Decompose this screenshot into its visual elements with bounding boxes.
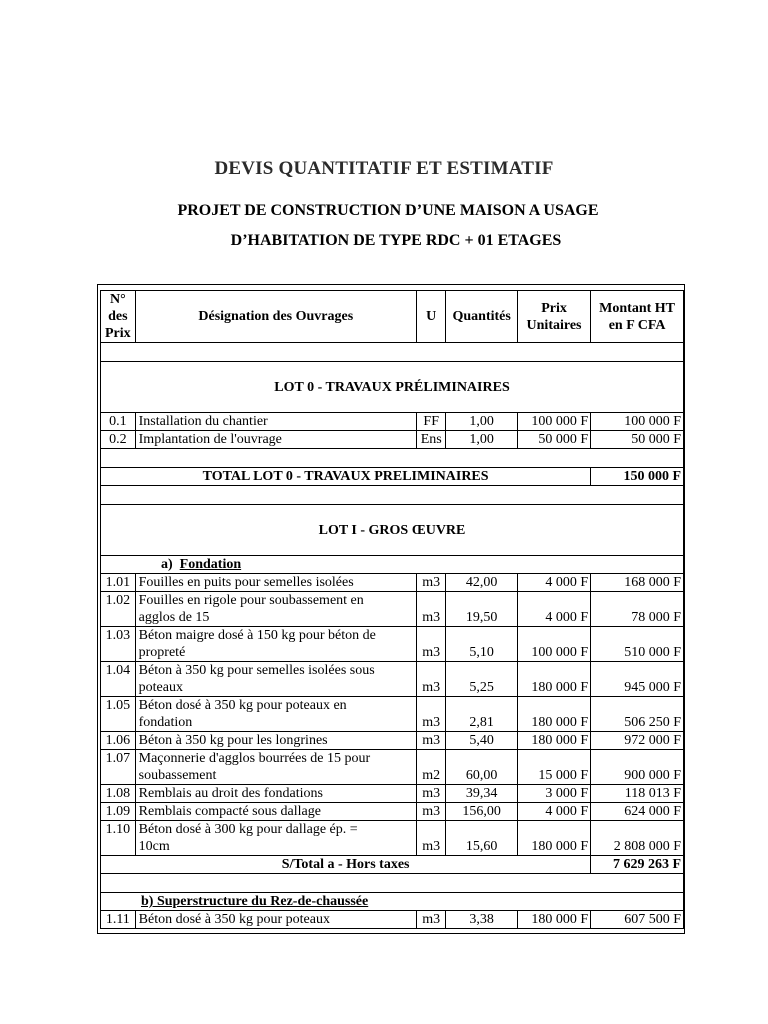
spacer-row xyxy=(101,449,684,468)
row-quantity: 2,81 xyxy=(446,697,517,732)
designation-line: Implantation de l'ouvrage xyxy=(138,432,282,447)
row-amount: 624 000 F xyxy=(591,803,684,821)
row-number: 1.09 xyxy=(101,803,136,821)
row-amount: 100 000 F xyxy=(591,413,684,431)
row-unit: m3 xyxy=(416,803,446,821)
row-number: 1.05 xyxy=(101,697,136,732)
subtotal-a-label: S/Total a - Hors taxes xyxy=(101,856,591,874)
row-quantity: 1,00 xyxy=(446,431,517,449)
table-row xyxy=(101,413,684,431)
header-price: Prix Unitaires xyxy=(517,291,590,343)
row-unit-price: 15 000 F xyxy=(517,750,590,785)
row-amount: 78 000 F xyxy=(591,592,684,627)
designation-line: Béton maigre dosé à 150 kg pour béton de xyxy=(138,628,376,643)
table-row xyxy=(101,803,684,821)
subtotal-a-row xyxy=(101,856,684,874)
row-designation xyxy=(135,431,416,449)
table-row xyxy=(101,911,684,929)
row-unit-price: 4 000 F xyxy=(517,592,590,627)
lot0-total-row xyxy=(101,468,684,486)
row-number: 1.03 xyxy=(101,627,136,662)
subtotal-a-amount: 7 629 263 F xyxy=(591,856,684,874)
row-quantity: 39,34 xyxy=(446,785,517,803)
row-quantity: 60,00 xyxy=(446,750,517,785)
designation-line: Remblais compacté sous dallage xyxy=(138,804,321,819)
row-unit: m3 xyxy=(416,732,446,750)
lot0-total-label: TOTAL LOT 0 - TRAVAUX PRELIMINAIRES xyxy=(101,468,591,486)
row-unit-price: 180 000 F xyxy=(517,697,590,732)
row-unit-price: 4 000 F xyxy=(517,803,590,821)
section-a-title xyxy=(101,556,684,574)
row-number: 1.07 xyxy=(101,750,136,785)
row-unit-price: 180 000 F xyxy=(517,911,590,929)
row-designation xyxy=(135,821,416,856)
designation-line: Béton dosé à 300 kg pour dallage ép. = xyxy=(138,822,358,837)
table-row xyxy=(101,785,684,803)
row-amount: 118 013 F xyxy=(591,785,684,803)
document-title: DEVIS QUANTITATIF ET ESTIMATIF xyxy=(214,158,554,179)
project-subtitle-line1: PROJET DE CONSTRUCTION D’UNE MAISON A USAGE xyxy=(177,202,599,219)
row-amount: 945 000 F xyxy=(591,662,684,697)
lot0-title-row xyxy=(101,362,684,413)
row-amount: 900 000 F xyxy=(591,750,684,785)
row-number: 0.1 xyxy=(101,413,136,431)
row-quantity: 156,00 xyxy=(446,803,517,821)
row-unit-price: 4 000 F xyxy=(517,574,590,592)
row-number: 1.11 xyxy=(101,911,136,929)
row-unit: Ens xyxy=(416,431,446,449)
row-quantity: 42,00 xyxy=(446,574,517,592)
section-a-prefix: a) xyxy=(161,557,180,572)
row-amount: 50 000 F xyxy=(591,431,684,449)
designation-line: Maçonnerie d'agglos bourrées de 15 pour xyxy=(138,751,371,766)
row-number: 1.04 xyxy=(101,662,136,697)
row-unit: m3 xyxy=(416,662,446,697)
header-designation: Désignation des Ouvrages xyxy=(135,291,416,343)
row-unit: m3 xyxy=(416,821,446,856)
table-row xyxy=(101,431,684,449)
designation-line: fondation xyxy=(138,715,193,730)
designation-line: Béton à 350 kg pour semelles isolées sous xyxy=(138,663,375,678)
row-unit: m3 xyxy=(416,574,446,592)
section-b-title xyxy=(101,893,684,911)
designation-line: propreté xyxy=(138,645,186,660)
designation-line: Béton à 350 kg pour les longrines xyxy=(138,733,328,748)
designation-line: Fouilles en rigole pour soubassement en xyxy=(138,593,364,608)
row-unit-price: 180 000 F xyxy=(517,732,590,750)
row-designation xyxy=(135,785,416,803)
row-designation xyxy=(135,662,416,697)
lot0-title: LOT 0 - TRAVAUX PRÉLIMINAIRES xyxy=(101,362,684,413)
table-row xyxy=(101,750,684,785)
row-unit: m3 xyxy=(416,627,446,662)
row-designation xyxy=(135,697,416,732)
spacer-row xyxy=(101,343,684,362)
row-amount: 506 250 F xyxy=(591,697,684,732)
row-quantity: 19,50 xyxy=(446,592,517,627)
row-designation xyxy=(135,627,416,662)
lot0-total-amount: 150 000 F xyxy=(591,468,684,486)
designation-line: Béton dosé à 350 kg pour poteaux xyxy=(138,912,330,927)
designation-line: soubassement xyxy=(138,768,217,783)
header-quantity: Quantités xyxy=(446,291,517,343)
quote-table xyxy=(100,290,684,929)
section-b-row xyxy=(101,893,684,911)
row-unit: FF xyxy=(416,413,446,431)
designation-line: Fouilles en puits pour semelles isolées xyxy=(138,575,354,590)
row-designation xyxy=(135,803,416,821)
row-amount: 2 808 000 F xyxy=(591,821,684,856)
row-unit-price: 3 000 F xyxy=(517,785,590,803)
lot1-title-row xyxy=(101,505,684,556)
section-a-label: Fondation xyxy=(179,557,242,572)
row-unit: m3 xyxy=(416,911,446,929)
designation-line: Remblais au droit des fondations xyxy=(138,786,323,801)
header-num: N° des Prix xyxy=(101,291,136,343)
row-unit: m3 xyxy=(416,785,446,803)
row-unit-price: 180 000 F xyxy=(517,821,590,856)
row-unit-price: 50 000 F xyxy=(517,431,590,449)
row-designation xyxy=(135,592,416,627)
header-amount: Montant HT en F CFA xyxy=(591,291,684,343)
designation-line: poteaux xyxy=(138,680,183,695)
row-designation xyxy=(135,413,416,431)
table-body xyxy=(101,343,684,929)
row-quantity: 5,40 xyxy=(446,732,517,750)
row-number: 1.06 xyxy=(101,732,136,750)
row-unit-price: 100 000 F xyxy=(517,627,590,662)
table-row xyxy=(101,732,684,750)
table-row xyxy=(101,662,684,697)
designation-line: Installation du chantier xyxy=(138,414,268,429)
row-quantity: 1,00 xyxy=(446,413,517,431)
spacer-row xyxy=(101,874,684,893)
section-a-row xyxy=(101,556,684,574)
row-unit-price: 100 000 F xyxy=(517,413,590,431)
row-amount: 607 500 F xyxy=(591,911,684,929)
row-amount: 510 000 F xyxy=(591,627,684,662)
header-unit: U xyxy=(416,291,446,343)
row-quantity: 5,25 xyxy=(446,662,517,697)
row-number: 1.02 xyxy=(101,592,136,627)
table-row xyxy=(101,697,684,732)
table-row xyxy=(101,627,684,662)
table-row xyxy=(101,821,684,856)
row-number: 1.08 xyxy=(101,785,136,803)
row-quantity: 15,60 xyxy=(446,821,517,856)
row-unit: m3 xyxy=(416,592,446,627)
row-amount: 168 000 F xyxy=(591,574,684,592)
designation-line: Béton dosé à 350 kg pour poteaux en xyxy=(138,698,347,713)
row-designation xyxy=(135,574,416,592)
row-number: 0.2 xyxy=(101,431,136,449)
row-quantity: 5,10 xyxy=(446,627,517,662)
row-number: 1.10 xyxy=(101,821,136,856)
section-b-label: b) Superstructure du Rez-de-chaussée xyxy=(141,894,369,909)
spacer-row xyxy=(101,486,684,505)
row-amount: 972 000 F xyxy=(591,732,684,750)
row-designation xyxy=(135,750,416,785)
table-row xyxy=(101,574,684,592)
designation-line: 10cm xyxy=(138,839,170,854)
lot1-title: LOT I - GROS ŒUVRE xyxy=(101,505,684,556)
row-unit: m3 xyxy=(416,697,446,732)
project-subtitle-line2: D’HABITATION DE TYPE RDC + 01 ETAGES xyxy=(230,232,562,249)
designation-line: agglos de 15 xyxy=(138,610,210,625)
row-unit: m2 xyxy=(416,750,446,785)
row-designation xyxy=(135,732,416,750)
row-quantity: 3,38 xyxy=(446,911,517,929)
row-number: 1.01 xyxy=(101,574,136,592)
row-designation xyxy=(135,911,416,929)
table-row xyxy=(101,592,684,627)
row-unit-price: 180 000 F xyxy=(517,662,590,697)
